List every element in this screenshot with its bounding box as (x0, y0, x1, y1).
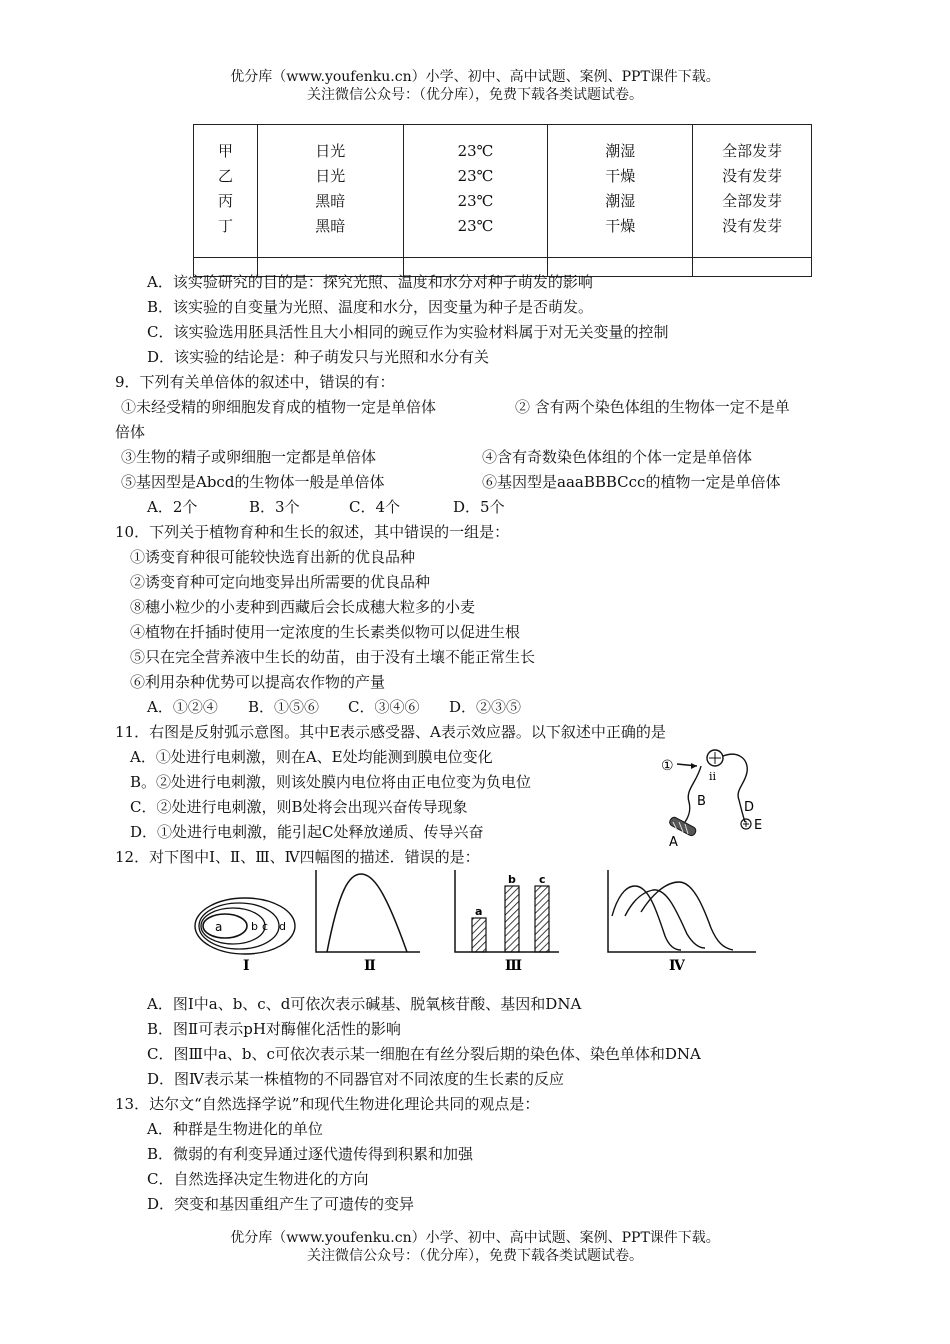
experiment-table (193, 124, 812, 277)
figure-ii-bell-curve (316, 870, 420, 974)
table-col-moisture: 潮湿 干燥 潮湿 干燥 (548, 125, 693, 258)
q9-option-c: C．4个 (349, 498, 401, 516)
q9-statement-2-cont: 倍体 (115, 423, 146, 441)
q12-option-d: D．图Ⅳ表示某一株植物的不同器官对不同浓度的生长素的反应 (147, 1070, 565, 1088)
q9-option-a: A．2个 (147, 498, 198, 516)
figure-iv-label: Ⅳ (669, 958, 685, 974)
figure-iv-growth-curves (608, 870, 756, 974)
q10-item-6: ⑥利用杂种优势可以提高农作物的产量 (130, 673, 386, 691)
header-line-1: 优分库（www.youfenku.cn）小学、初中、高中试题、案例、PPT课件下载。 (230, 69, 720, 85)
q10-item-1: ①诱变育种很可能较快选育出新的优良品种 (130, 548, 416, 566)
q8-option-b: B．该实验的自变量为光照、温度和水分，因变量为种子是否萌发。 (147, 298, 594, 316)
table-col-result: 全部发芽 没有发芽 全部发芽 没有发芽 (693, 125, 812, 258)
fig-label-d: D (744, 800, 755, 815)
figure-iii-label: Ⅲ (505, 958, 523, 974)
svg-text:b: b (508, 873, 516, 886)
svg-text:d: d (279, 920, 286, 933)
q11-option-d: D．①处进行电刺激，能引起C处释放递质、传导兴奋 (130, 823, 484, 841)
svg-text:a: a (475, 905, 483, 918)
figure-ii-label: Ⅱ (364, 958, 376, 974)
q9-statement-3: ③生物的精子或卵细胞一定都是单倍体 (121, 448, 377, 466)
figure-iii-bar-chart (455, 870, 559, 974)
svg-text:a: a (215, 920, 223, 934)
header-line-2: 关注微信公众号：（优分库），免费下载各类试题试卷。 (307, 87, 643, 103)
q10-option-d: D．②③⑤ (449, 698, 522, 716)
q13-option-a: A．种群是生物进化的单位 (147, 1120, 323, 1138)
q12-option-b: B．图Ⅱ可表示pH对酶催化活性的影响 (147, 1020, 401, 1038)
q13-option-c: C．自然选择决定生物进化的方向 (147, 1170, 369, 1188)
table-col-light: 日光 日光 黑暗 黑暗 (257, 125, 403, 258)
q12-option-a: A．图Ⅰ中a、b、c、d可依次表示碱基、脱氧核苷酸、基因和DNA (147, 995, 582, 1013)
q11-option-a: A．①处进行电刺激，则在A、E处均能测到膜电位变化 (130, 748, 493, 766)
figure-i-nested-sets (195, 898, 295, 974)
fig-label-e: E (754, 818, 763, 833)
q12-stem: 12．对下图中Ⅰ、Ⅱ、Ⅲ、Ⅳ四幅图的描述．错误的是： (115, 848, 480, 866)
q11-option-c: C．②处进行电刺激，则B处将会出现兴奋传导现象 (130, 798, 468, 816)
footer-line-2: 关注微信公众号：（优分库），免费下载各类试题试卷。 (307, 1248, 643, 1264)
q8-option-a: A．该实验研究的目的是：探究光照、温度和水分对种子萌发的影响 (147, 273, 593, 291)
svg-text:b: b (251, 920, 258, 933)
q11-option-b: B。②处进行电刺激，则该处膜内电位将由正电位变为负电位 (130, 773, 532, 791)
q10-stem: 10．下列关于植物育种和生长的叙述，其中错误的一组是： (115, 523, 510, 541)
q9-option-b: B．3个 (249, 498, 300, 516)
q9-statement-2: ② 含有两个染色体组的生物体一定不是单 (515, 398, 790, 416)
q8-option-c: C．该实验选用胚具活性且大小相同的豌豆作为实验材料属于对无关变量的控制 (147, 323, 669, 341)
q13-option-d: D．突变和基因重组产生了可遗传的变异 (147, 1195, 415, 1213)
q12-figures (193, 866, 763, 976)
q9-statement-4: ④含有奇数染色体组的个体一定是单倍体 (482, 448, 753, 466)
svg-text:c: c (262, 920, 269, 933)
q9-statement-5: ⑤基因型是Abcd的生物体一般是单倍体 (121, 473, 385, 491)
q10-item-4: ④植物在扦插时使用一定浓度的生长素类似物可以促进生根 (130, 623, 521, 641)
q9-statement-1: ①未经受精的卵细胞发育成的植物一定是单倍体 (121, 398, 437, 416)
q10-option-b: B．①⑤⑥ (248, 698, 320, 716)
q13-stem: 13．达尔文“自然选择学说”和现代生物进化理论共同的观点是： (115, 1095, 540, 1113)
figure-i-label: Ⅰ (243, 958, 250, 974)
q8-option-d: D．该实验的结论是：种子萌发只与光照和水分有关 (147, 348, 490, 366)
fig-label-1: ① (661, 758, 674, 774)
fig-label-a: A (669, 835, 678, 850)
q10-option-c: C．③④⑥ (348, 698, 420, 716)
q13-option-b: B．微弱的有利变异通过逐代遗传得到积累和加强 (147, 1145, 474, 1163)
fig-label-b: B (697, 794, 706, 809)
q9-statement-6: ⑥基因型是aaaBBBCcc的植物一定是单倍体 (482, 473, 781, 491)
q10-item-3: ⑧穗小粒少的小麦种到西藏后会长成穗大粒多的小麦 (130, 598, 476, 616)
table-col-group: 甲 乙 丙 丁 (194, 125, 258, 258)
q12-option-c: C．图Ⅲ中a、b、c可依次表示某一细胞在有丝分裂后期的染色体、染色单体和DNA (147, 1045, 701, 1063)
q9-stem: 9．下列有关单倍体的叙述中，错误的有： (115, 373, 395, 391)
footer-line-1: 优分库（www.youfenku.cn）小学、初中、高中试题、案例、PPT课件下载。 (230, 1230, 720, 1246)
svg-text:c: c (539, 873, 546, 886)
fig-label-2: ⅱ (709, 770, 717, 783)
q10-item-5: ⑤只在完全营养液中生长的幼苗，由于没有土壤不能正常生长 (130, 648, 536, 666)
q10-item-2: ②诱变育种可定向地变异出所需要的优良品种 (130, 573, 431, 591)
q9-option-d: D．5个 (453, 498, 505, 516)
table-col-temperature: 23℃ 23℃ 23℃ 23℃ (403, 125, 548, 258)
q10-option-a: A．①②④ (147, 698, 218, 716)
reflex-arc-figure (655, 742, 775, 850)
q11-stem: 11．右图是反射弧示意图。其中E表示感受器、A表示效应器。以下叙述中正确的是 (115, 723, 666, 741)
